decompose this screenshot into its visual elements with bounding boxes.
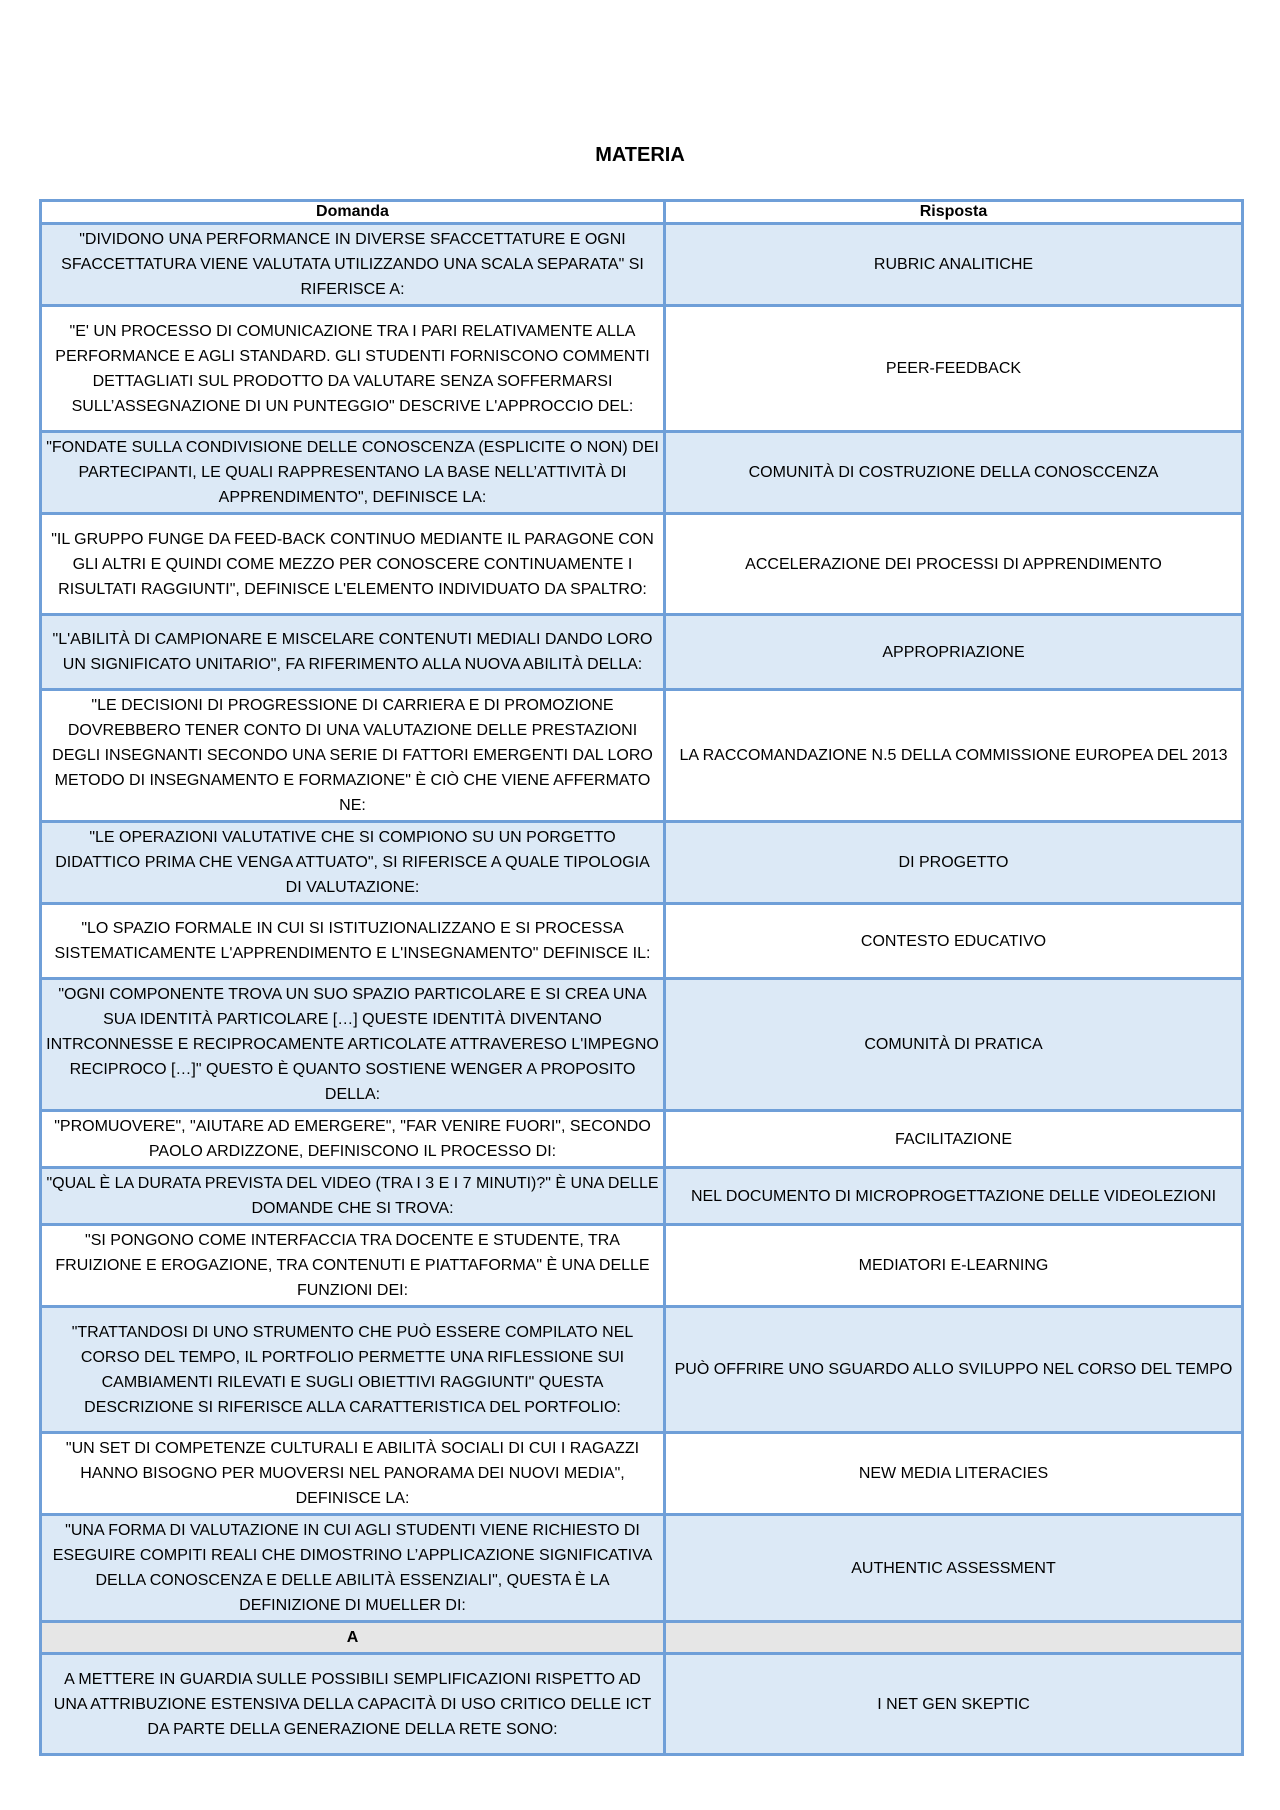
question-cell: "LE OPERAZIONI VALUTATIVE CHE SI COMPIONO SU UN PORGETTO DIDATTICO PRIMA CHE VENGA ATTUATO", SI RIFERISCE A QUALE TIPOLOGIA DI VALUTAZIONE: — [41, 822, 665, 904]
table-row — [41, 1307, 1243, 1433]
question-cell: "IL GRUPPO FUNGE DA FEED-BACK CONTINUO MEDIANTE IL PARAGONE CON GLI ALTRI E QUINDI COME MEZZO PER CONOSCERE CONTINUAMENTE I RISULTATI RAGGIUNTI", DEFINISCE L'ELEMENTO INDIVIDUATO DA SPALTRO: — [41, 514, 665, 615]
table-row — [41, 224, 1243, 306]
table-row — [41, 615, 1243, 690]
answer-cell: NEW MEDIA LITERACIES — [665, 1433, 1243, 1515]
table-row — [41, 904, 1243, 979]
header-risposta: Risposta — [665, 201, 1243, 224]
question-cell: "QUAL È LA DURATA PREVISTA DEL VIDEO (TRA I 3 E I 7 MINUTI)?" È UNA DELLE DOMANDE CHE SI TROVA: — [41, 1168, 665, 1225]
table-row — [41, 514, 1243, 615]
answer-cell: MEDIATORI E-LEARNING — [665, 1225, 1243, 1307]
table-row — [41, 979, 1243, 1111]
question-cell: "LO SPAZIO FORMALE IN CUI SI ISTITUZIONALIZZANO E SI PROCESSA SISTEMATICAMENTE L'APPRENDIMENTO E L'INSEGNAMENTO" DEFINISCE IL: — [41, 904, 665, 979]
table-row — [41, 306, 1243, 432]
question-cell: "FONDATE SULLA CONDIVISIONE DELLE CONOSCENZA (ESPLICITE O NON) DEI PARTECIPANTI, LE QUALI RAPPRESENTANO LA BASE NELL’ATTIVITÀ DI APPRENDIMENTO", DEFINISCE LA: — [41, 432, 665, 514]
question-cell: "L'ABILITÀ DI CAMPIONARE E MISCELARE CONTENUTI MEDIALI DANDO LORO UN SIGNIFICATO UNITARIO", FA RIFERIMENTO ALLA NUOVA ABILITÀ DELLA: — [41, 615, 665, 690]
answer-cell: AUTHENTIC ASSESSMENT — [665, 1515, 1243, 1622]
answer-cell: CONTESTO EDUCATIVO — [665, 904, 1243, 979]
answer-cell: FACILITAZIONE — [665, 1111, 1243, 1168]
answer-cell: APPROPRIAZIONE — [665, 615, 1243, 690]
table-row — [41, 690, 1243, 822]
question-cell: "TRATTANDOSI DI UNO STRUMENTO CHE PUÒ ESSERE COMPILATO NEL CORSO DEL TEMPO, IL PORTFOLIO PERMETTE UNA RIFLESSIONE SUI CAMBIAMENTI RILEVATI E SUGLI OBIETTIVI RAGGIUNTI" QUESTA DESCRIZIONE SI RIFERISCE ALLA CARATTERISTICA DEL PORTFOLIO: — [41, 1307, 665, 1433]
qa-table — [39, 199, 1244, 1756]
table-row — [41, 1111, 1243, 1168]
question-cell: "OGNI COMPONENTE TROVA UN SUO SPAZIO PARTICOLARE E SI CREA UNA SUA IDENTITÀ PARTICOLARE […] QUESTE IDENTITÀ DIVENTANO INTRCONNESSE E RECIPROCAMENTE ARTICOLATE ATTRAVERESO L'IMPEGNO RECIPROCO […]" QUESTO È QUANTO SOSTIENE WENGER A PROPOSITO DELLA: — [41, 979, 665, 1111]
table-row — [41, 822, 1243, 904]
table-row — [41, 1225, 1243, 1307]
table-row — [41, 432, 1243, 514]
table-row — [41, 1515, 1243, 1622]
answer-cell: COMUNITÀ DI COSTRUZIONE DELLA CONOSCCENZA — [665, 432, 1243, 514]
answer-cell: NEL DOCUMENTO DI MICROPROGETTAZIONE DELLE VIDEOLEZIONI — [665, 1168, 1243, 1225]
header-domanda: Domanda — [41, 201, 665, 224]
page-title: MATERIA — [595, 144, 685, 166]
table-row — [41, 1168, 1243, 1225]
question-cell: "UN SET DI COMPETENZE CULTURALI E ABILITÀ SOCIALI DI CUI I RAGAZZI HANNO BISOGNO PER MUOVERSI NEL PANORAMA DEI NUOVI MEDIA", DEFINISCE LA: — [41, 1433, 665, 1515]
answer-cell: PEER-FEEDBACK — [665, 306, 1243, 432]
question-cell: "SI PONGONO COME INTERFACCIA TRA DOCENTE E STUDENTE, TRA FRUIZIONE E EROGAZIONE, TRA CONTENUTI E PIATTAFORMA" È UNA DELLE FUNZIONI DEI: — [41, 1225, 665, 1307]
answer-cell: LA RACCOMANDAZIONE N.5 DELLA COMMISSIONE EUROPEA DEL 2013 — [665, 690, 1243, 822]
table-row — [41, 1654, 1243, 1755]
answer-cell: COMUNITÀ DI PRATICA — [665, 979, 1243, 1111]
answer-cell: RUBRIC ANALITICHE — [665, 224, 1243, 306]
section-empty-cell — [665, 1622, 1243, 1654]
answer-cell: DI PROGETTO — [665, 822, 1243, 904]
table-row — [41, 1433, 1243, 1515]
question-cell: A METTERE IN GUARDIA SULLE POSSIBILI SEMPLIFICAZIONI RISPETTO AD UNA ATTRIBUZIONE ESTENSIVA DELLA CAPACITÀ DI USO CRITICO DELLE ICT DA PARTE DELLA GENERAZIONE DELLA RETE SONO: — [41, 1654, 665, 1755]
answer-cell: PUÒ OFFRIRE UNO SGUARDO ALLO SVILUPPO NEL CORSO DEL TEMPO — [665, 1307, 1243, 1433]
table-header-row — [41, 201, 1243, 224]
answer-cell: I NET GEN SKEPTIC — [665, 1654, 1243, 1755]
question-cell: "DIVIDONO UNA PERFORMANCE IN DIVERSE SFACCETTATURE E OGNI SFACCETTATURA VIENE VALUTATA UTILIZZANDO UNA SCALA SEPARATA" SI RIFERISCE A: — [41, 224, 665, 306]
question-cell: "LE DECISIONI DI PROGRESSIONE DI CARRIERA E DI PROMOZIONE DOVREBBERO TENER CONTO DI UNA VALUTAZIONE DELLE PRESTAZIONI DEGLI INSEGNANTI SECONDO UNA SERIE DI FATTORI EMERGENTI DAL LORO METODO DI INSEGNAMENTO E FORMAZIONE" È CIÒ CHE VIENE AFFERMATO NE: — [41, 690, 665, 822]
section-label: A — [41, 1622, 665, 1654]
question-cell: "E' UN PROCESSO DI COMUNICAZIONE TRA I PARI RELATIVAMENTE ALLA PERFORMANCE E AGLI STANDARD. GLI STUDENTI FORNISCONO COMMENTI DETTAGLIATI SUL PRODOTTO DA VALUTARE SENZA SOFFERMARSI SULL’ASSEGNAZIONE DI UN PUNTEGGIO" DESCRIVE L'APPROCCIO DEL: — [41, 306, 665, 432]
question-cell: "PROMUOVERE", "AIUTARE AD EMERGERE", "FAR VENIRE FUORI", SECONDO PAOLO ARDIZZONE, DEFINISCONO IL PROCESSO DI: — [41, 1111, 665, 1168]
section-row — [41, 1622, 1243, 1654]
question-cell: "UNA FORMA DI VALUTAZIONE IN CUI AGLI STUDENTI VIENE RICHIESTO DI ESEGUIRE COMPITI REALI CHE DIMOSTRINO L’APPLICAZIONE SIGNIFICATIVA DELLA CONOSCENZA E DELLE ABILITÀ ESSENZIALI", QUESTA È LA DEFINIZIONE DI MUELLER DI: — [41, 1515, 665, 1622]
answer-cell: ACCELERAZIONE DEI PROCESSI DI APPRENDIMENTO — [665, 514, 1243, 615]
